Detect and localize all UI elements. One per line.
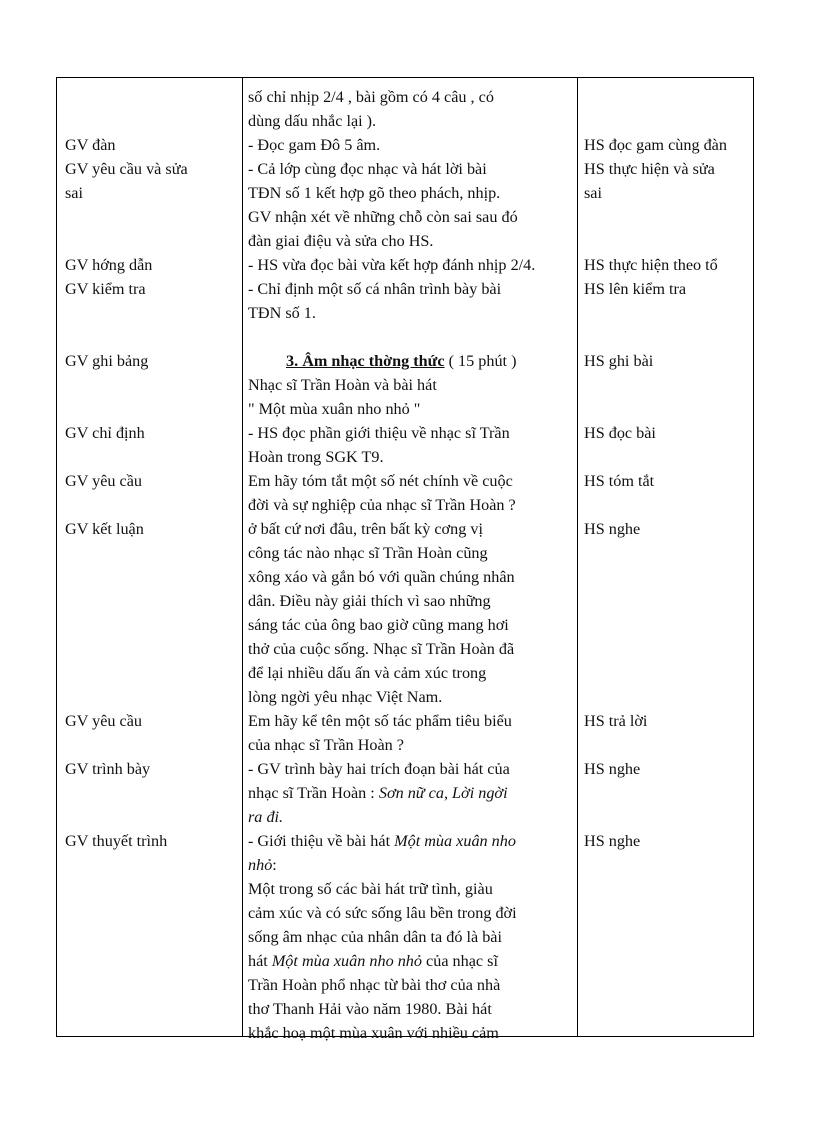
content-text: của nhạc sĩ [422, 952, 498, 970]
content-line: cảm xúc và có sức sống lâu bền trong đời [248, 904, 517, 922]
content-line: TĐN số 1 kết hợp gõ theo phách, nhịp. [248, 184, 501, 202]
content-line: đàn giai điệu và sửa cho HS. [248, 232, 434, 250]
section-heading [286, 349, 516, 373]
content-line: TĐN số 1. [248, 304, 316, 322]
section-heading-duration: ( 15 phút ) [444, 352, 517, 370]
content-line: - GV trình bày hai trích đoạn bài hát của [248, 760, 510, 778]
content-line: lòng ngời yêu nhạc Việt Nam. [248, 688, 443, 706]
content-line: sống âm nhạc của nhân dân ta đó là bài [248, 928, 502, 946]
content-line [248, 829, 516, 853]
content-line: xông xáo và gắn bó với quần chúng nhân [248, 568, 515, 586]
student-activity: HS nghe [584, 520, 641, 538]
teacher-activity: GV yêu cầu [65, 472, 143, 490]
teacher-activity: sai [65, 184, 83, 202]
song-title: Một mùa xuân nho [394, 832, 516, 850]
content-line: - HS vừa đọc bài vừa kết hợp đánh nhịp 2/4. [248, 256, 536, 274]
content-line: của nhạc sĩ Trần Hoàn ? [248, 736, 404, 754]
student-activity: HS thực hiện theo tổ [584, 256, 718, 274]
teacher-activity: GV chỉ định [65, 424, 145, 442]
content-line: thở của cuộc sống. Nhạc sĩ Trần Hoàn đã [248, 640, 515, 658]
content-line: khắc hoạ một mùa xuân với nhiều cảm [248, 1024, 499, 1042]
teacher-activity: GV kiểm tra [65, 280, 146, 298]
content-line: GV nhận xét về những chỗ còn sai sau đó [248, 208, 518, 226]
student-activity: HS ghi bài [584, 352, 654, 370]
content-line: sáng tác của ông bao giờ cũng mang hơi [248, 616, 509, 634]
teacher-activity: GV đàn [65, 136, 116, 154]
content-text: nhạc sĩ Trần Hoàn : [248, 784, 379, 802]
content-line: Em hãy kể tên một số tác phẩm tiêu biểu [248, 712, 512, 730]
column-divider [577, 78, 578, 1036]
student-activity: sai [584, 184, 602, 202]
student-activity: HS nghe [584, 832, 641, 850]
content-line: Hoàn trong SGK T9. [248, 448, 384, 466]
student-activity: HS nghe [584, 760, 641, 778]
content-text: hát [248, 952, 272, 970]
column-divider [242, 78, 243, 1036]
content-line [248, 781, 508, 805]
content-line: - HS đọc phần giới thiệu về nhạc sĩ Trần [248, 424, 510, 442]
teacher-activity: GV hớng dẫn [65, 256, 153, 274]
teacher-activity: GV thuyết trình [65, 832, 168, 850]
content-line: - Chỉ định một số cá nhân trình bày bài [248, 280, 502, 298]
content-line: Trần Hoàn phổ nhạc từ bài thơ của nhà [248, 976, 501, 994]
content-line: Em hãy tóm tắt một số nét chính về cuộc [248, 472, 513, 490]
song-titles: Sơn nữ ca, Lời ngời [378, 784, 508, 802]
content-line: để lại nhiều dấu ấn và cảm xúc trong [248, 664, 487, 682]
student-activity: HS thực hiện và sửa [584, 160, 715, 178]
content-line [248, 853, 277, 877]
content-line: Nhạc sĩ Trần Hoàn và bài hát [248, 376, 437, 394]
content-text: : [272, 856, 277, 874]
section-heading-title: 3. Âm nhạc thờng thức [286, 352, 445, 370]
student-activity: HS lên kiểm tra [584, 280, 687, 298]
content-line: đời và sự nghiệp của nhạc sĩ Trần Hoàn ? [248, 496, 516, 514]
content-text: - Giới thiệu về bài hát [248, 832, 395, 850]
teacher-activity: GV ghi bảng [65, 352, 149, 370]
teacher-activity: GV yêu cầu và sửa [65, 160, 188, 178]
content-line: thơ Thanh Hải vào năm 1980. Bài hát [248, 1000, 492, 1018]
content-line: " Một mùa xuân nho nhỏ " [248, 400, 421, 418]
student-activity: HS trả lời [584, 712, 648, 730]
teacher-activity: GV yêu cầu [65, 712, 143, 730]
song-title: nhỏ [248, 856, 273, 874]
content-line: số chỉ nhịp 2/4 , bài gồm có 4 câu , có [248, 88, 494, 106]
song-titles: ra đi. [248, 808, 284, 826]
content-line: ở bất cứ nơi đâu, trên bất kỳ cơng vị [248, 520, 483, 538]
student-activity: HS đọc bài [584, 424, 656, 442]
content-line [248, 949, 498, 973]
teacher-activity: GV trình bày [65, 760, 151, 778]
content-line: - Đọc gam Đô 5 âm. [248, 136, 381, 154]
content-line: dân. Điều này giải thích vì sao những [248, 592, 491, 610]
content-line: công tác nào nhạc sĩ Trần Hoàn cũng [248, 544, 488, 562]
content-line: dùng dấu nhắc lại ). [248, 112, 377, 130]
lesson-table [56, 77, 754, 1042]
teacher-activity: GV kết luận [65, 520, 144, 538]
content-line: - Cả lớp cùng đọc nhạc và hát lời bài [248, 160, 487, 178]
student-activity: HS đọc gam cùng đàn [584, 136, 727, 154]
content-line: Một trong số các bài hát trữ tình, giàu [248, 880, 493, 898]
student-activity: HS tóm tắt [584, 472, 655, 490]
song-title: Một mùa xuân nho nhỏ [271, 952, 422, 970]
